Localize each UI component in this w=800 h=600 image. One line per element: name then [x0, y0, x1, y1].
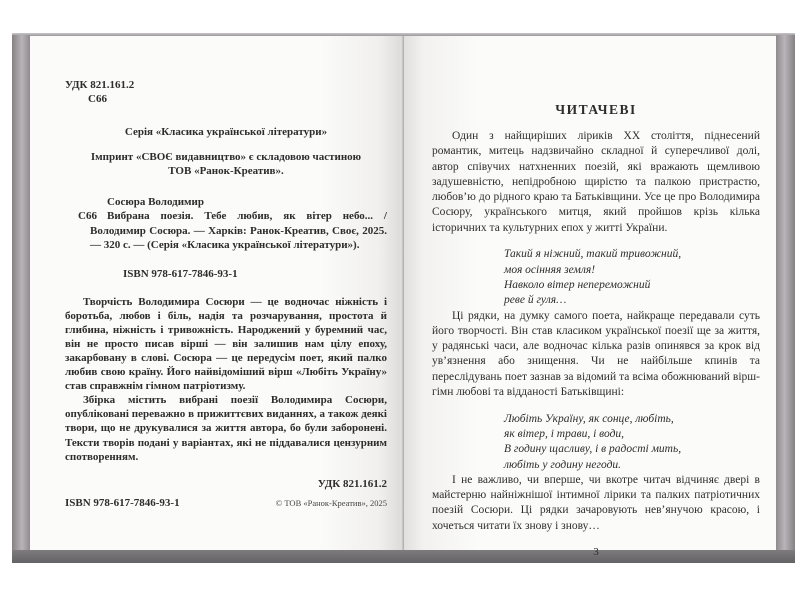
- catalog-code: С66: [78, 210, 97, 223]
- verse-quote-2: [504, 412, 760, 473]
- preface-paragraph-2: Ці рядки, на думку самого поета, найкраще передавали суть його творчості. Він став класиком української поезії ще за життя, у радянські часи, але водночас кілька разів опинявся за крок від ув’язнення або знищення. Чи не найбільше кпинів та переслідувань поет зазнав за відомий та всіма обожнюваний вірш-гімн любові та відданості Батьківщині:: [432, 309, 760, 398]
- book-left-cover-edge: [12, 35, 30, 551]
- preface-paragraph-1: Один з найщиріших ліриків XX століття, піднесений романтик, митець надзвичайно складної й суперечливої долі, автор співучих натхненних поезій, які вражають щемливою задушевністю, непідробною щирістю та палкою пристрастю, любов’ю до рідного краю та Батьківщини. Усе це про Володимира Сосюру, українського митця, який пройшов крізь кілька історичних та культурних епох у житті України.: [432, 129, 760, 234]
- udc-number-top: УДК 821.161.2: [65, 79, 135, 91]
- udc-number-bottom: УДК 821.161.2: [317, 477, 387, 490]
- verse-line: Любіть Україну, як сонце, любіть,: [504, 412, 674, 425]
- page-spread: [30, 36, 776, 559]
- series-imprint-block: [65, 125, 387, 178]
- series-line: Серія «Класика української літератури»: [124, 126, 328, 139]
- verse-line: Такий я ніжний, такий тривожний,: [504, 248, 682, 261]
- chapter-title: ЧИТАЧЕВІ: [555, 102, 637, 117]
- preface-paragraph-3: І не важливо, чи вперше, чи вкотре читач відчиняє двері в майстерню найніжнішої інтимної лірики та палких патріотичних поезій Сосюри. Ці рядки зачаровують нев’янучою красою, і хочеться читати їх знову і знову…: [432, 473, 760, 532]
- imprint-footer: [65, 496, 387, 510]
- verse-quote-1: [504, 247, 760, 308]
- bibliographic-record: [65, 209, 387, 251]
- isbn-bottom: ISBN 978-617-7846-93-1: [65, 496, 180, 509]
- imprint-line-1: Імпринт «СВОЄ видавництво» є складовою частиною: [90, 151, 362, 164]
- bibliographic-entry: Вибрана поезія. Тебе любив, як вітер небо... / Володимир Сосюра. — Харків: Ранок-Креатив, Своє, 2025. — 320 с. — (Серія «Класика української літератури»).: [90, 210, 387, 251]
- page-number: 3: [593, 546, 599, 559]
- verse-line: моя осінняя земля!: [504, 263, 596, 276]
- open-book: [12, 33, 795, 563]
- annotation-paragraph-1: Творчість Володимира Сосюри — це водночас ніжність і боротьба, любов і біль, надія та розчарування, простота й глибина, ніжність і тривожність. Народжений у буремний час, він не просто писав вірші — він залишив нам цілу епоху, закарбовану в слові. Сосюра — це передусім поет, який палко любив свою країну. Його найвідоміший вірш «Любіть Україну» став справжнім гімном патріотизму.: [65, 295, 387, 393]
- book-right-cover-edge: [776, 35, 795, 551]
- verse-line: Навколо вітер непереможний: [504, 278, 651, 291]
- verse-line: реве й гуля…: [504, 294, 567, 307]
- annotation-paragraph-2: Збірка містить вибрані поезії Володимира Сосюри, опубліковані переважно в прижиттєвих виданнях, а також деякі твори, що не друкувалися за життя автора, бо були заборонені. Тексти творів подані у варіантах, які не піддавалися цензурним спотворенням.: [65, 394, 387, 463]
- recto-page: [403, 36, 776, 559]
- verse-line: як вітер, і трави, і води,: [504, 428, 625, 441]
- author-heading: Сосюра Володимир: [107, 196, 204, 209]
- isbn-mid: ISBN 978-617-7846-93-1: [123, 267, 238, 280]
- verso-page: [30, 36, 403, 550]
- verse-line: любіть у годину негоди.: [504, 458, 622, 471]
- imprint-line-2: ТОВ «Ранок-Креатив».: [168, 165, 284, 178]
- classification-code: С66: [88, 93, 107, 106]
- copyright-line: © ТОВ «Ранок-Креатив», 2025: [275, 497, 387, 508]
- verse-line: В годину щасливу, і в радості мить,: [504, 443, 682, 456]
